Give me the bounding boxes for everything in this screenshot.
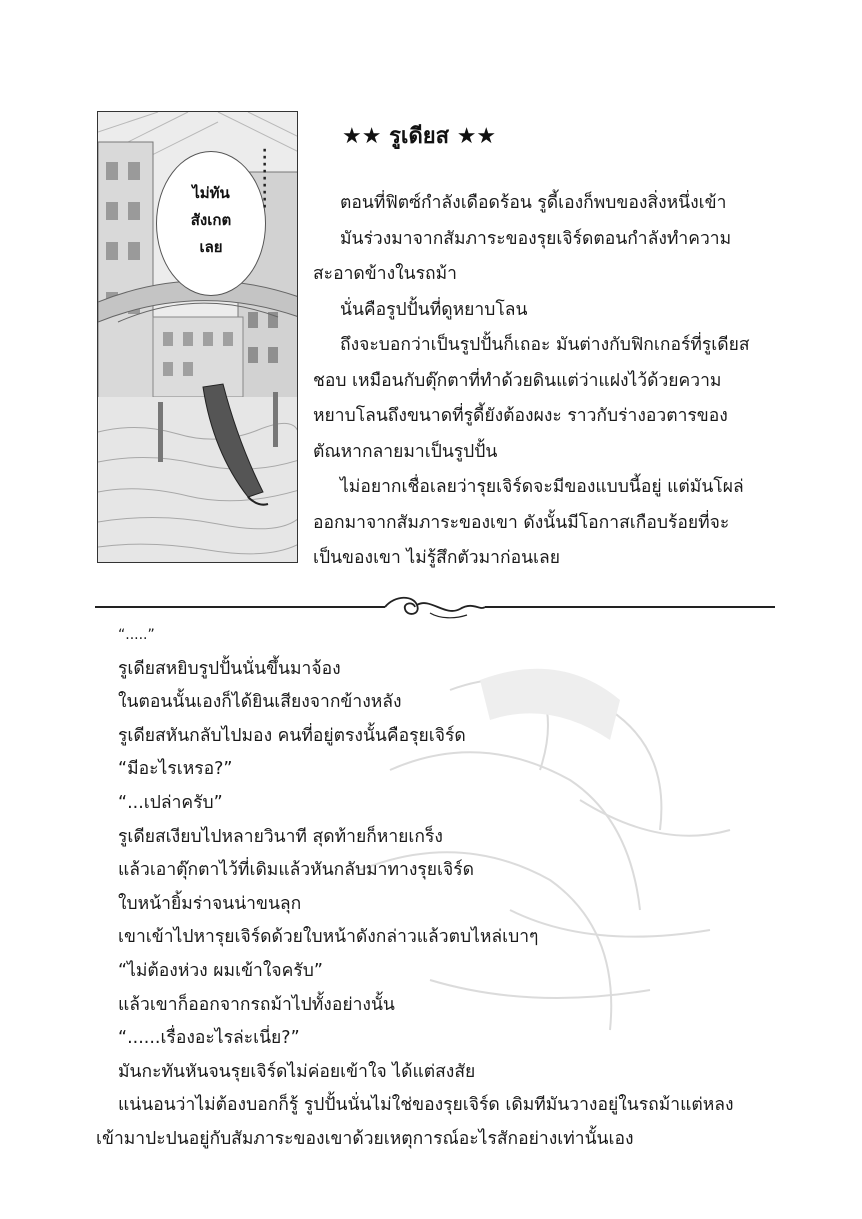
chapter-title: ★★ รูเดียส ★★ <box>342 124 497 149</box>
paragraph-line: ในตอนนั้นเองก็ได้ยินเสียงจากข้างหลัง <box>118 692 402 713</box>
paragraph-line: นั่นคือรูปปั้นที่ดูหยาบโลน <box>340 299 528 320</box>
ellipsis-dots: · · · · · · · · · <box>262 143 268 215</box>
paragraph-line: มันร่วงมาจากสัมภาระของรุยเจิร์ดตอนกำลังทำความ <box>340 228 732 249</box>
paragraph-line: หยาบโลนถึงขนาดที่รูดี้ยังต้องผงะ ราวกับร่างอวตารของ <box>313 406 728 426</box>
paragraph-line: “...เปล่าครับ” <box>118 792 223 813</box>
paragraph-line: แล้วเอาตุ๊กตาไว้ที่เดิมแล้วหันกลับมาทางรุยเจิร์ด <box>118 860 475 881</box>
paragraph-line: รูเดียสเงียบไปหลายวินาที สุดท้ายก็หายเกร็ง <box>118 826 443 847</box>
paragraph-line: รูเดียสหยิบรูปปั้นนั่นขึ้นมาจ้อง <box>118 658 341 679</box>
paragraph-line: “ไม่ต้องห่วง ผมเข้าใจครับ” <box>118 960 323 981</box>
paragraph-line: สะอาดข้างในรถม้า <box>313 264 457 284</box>
paragraph-line: ตอนที่ฟิตซ์กำลังเดือดร้อน รูดี้เองก็พบของสิ่งหนึ่งเข้า <box>340 193 727 213</box>
paragraph-line: “......เรื่องอะไรล่ะเนี่ย?” <box>118 1028 300 1049</box>
paragraph-line: รูเดียสหันกลับไปมอง คนที่อยู่ตรงนั้นคือรุยเจิร์ด <box>118 725 466 746</box>
speech-bubble-text: ไม่ทัน สังเกต เลย <box>190 184 232 256</box>
paragraph-line: เข้ามาปะปนอยู่กับสัมภาระของเขาด้วยเหตุการณ์อะไรสักอย่างเท่านั้นเอง <box>96 1128 634 1149</box>
paragraph-line: เป็นของเขา ไม่รู้สึกตัวมาก่อนเลย <box>313 548 560 568</box>
paragraph-line: แล้วเขาก็ออกจากรถม้าไปทั้งอย่างนั้น <box>118 994 395 1015</box>
bottom-text-block <box>96 619 796 1157</box>
top-text-block <box>313 186 783 577</box>
paragraph-line: ออกมาจากสัมภาระของเขา ดังนั้นมีโอกาสเกือบร้อยที่จะ <box>313 512 730 533</box>
paragraph-line: “มีอะไรเหรอ?” <box>118 759 233 780</box>
paragraph-line: “.....” <box>118 627 155 643</box>
paragraph-line: มันกะทันหันจนรุยเจิร์ดไม่ค่อยเข้าใจ ได้แต่สงสัย <box>118 1061 476 1082</box>
paragraph-line: ตัณหากลายมาเป็นรูปปั้น <box>313 441 498 462</box>
paragraph-line: ใบหน้ายิ้มร่าจนน่าขนลุก <box>118 893 302 914</box>
paragraph-line: เขาเข้าไปหารุยเจิร์ดด้วยใบหน้าดังกล่าวแล้วตบไหล่เบาๆ <box>118 927 539 948</box>
paragraph-line: ไม่อยากเชื่อเลยว่ารุยเจิร์ดจะมีของแบบนี้อยู่ แต่มันโผล่ <box>340 477 744 497</box>
paragraph-line: แน่นอนว่าไม่ต้องบอกก็รู้ รูปปั้นนั่นไม่ใช่ของรุยเจิร์ด เดิมทีมันวางอยู่ในรถม้าแต่หลง <box>118 1095 734 1116</box>
paragraph-line: ชอบ เหมือนกับตุ๊กตาที่ทำด้วยดินแต่ว่าแฝงไว้ด้วยความ <box>313 370 722 391</box>
paragraph-line: ถึงจะบอกว่าเป็นรูปปั้นก็เถอะ มันต่างกับฟิกเกอร์ที่รูเดียส <box>340 335 750 355</box>
